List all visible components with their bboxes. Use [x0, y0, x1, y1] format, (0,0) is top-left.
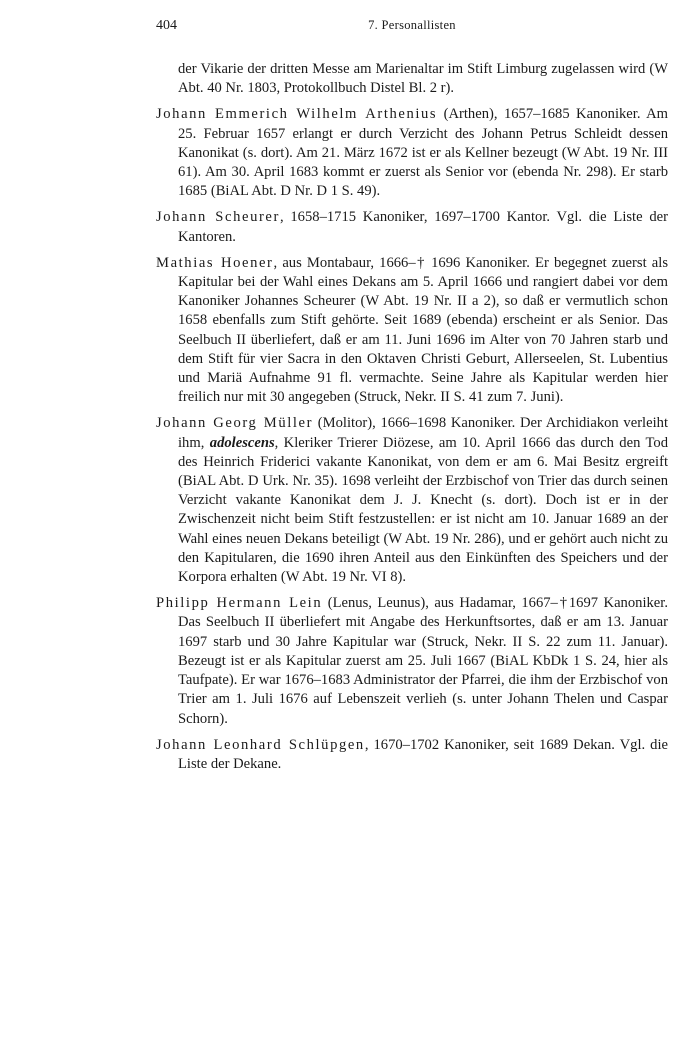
- entry-text: (Lenus, Leunus), aus Hadamar, 1667–†1697 Kanoniker. Das Seelbuch II überliefert mit Angabe des Herkunftsortes, daß er am 13. Januar 1697 starb und 30 Jahre Kapitular war (Struck, Nekr. II S. 22 zum 11. Januar). Bezeugt ist er als Kapitular zuerst am 25. Juli 1667 (BiAL KbDk 1 S. 24, hier als Taufpate). Er war 1676–1683 Administrator der Pfarrei, die ihm der Erzbischof von Trier am 1. Juli 1676 auf Lebenszeit verlieh (s. unter Johann Thelen und Caspar Schorn).: [178, 595, 668, 727]
- entry-text: , 1670–1702 Kanoniker, seit 1689 Dekan. Vgl. die Liste der Dekane.: [178, 736, 668, 772]
- body-text: [156, 60, 668, 781]
- person-name: Johann Emmerich Wilhelm Arthenius: [156, 106, 438, 123]
- person-name: Philipp Hermann Lein: [156, 595, 323, 612]
- page-header: [156, 18, 668, 38]
- person-name: Johann Leonhard Schlüpgen: [156, 736, 365, 753]
- entry-text-before: (Molitor), 1666–1698 Kanoniker. Der Archidiakon verleiht ihm,: [178, 415, 668, 451]
- page-number: 404: [156, 18, 177, 33]
- person-name: Mathias Hoener: [156, 254, 274, 271]
- person-name: Johann Georg Müller: [156, 415, 314, 432]
- entry-text: der Vikarie der dritten Messe am Marienaltar im Stift Limburg zugelassen wird (W Abt. 40 Nr. 1803, Protokollbuch Distel Bl. 2 r).: [178, 61, 668, 97]
- latin-term: adolescens: [209, 434, 275, 451]
- entry-continuation: [156, 60, 668, 98]
- entry-arthenius: [156, 105, 668, 201]
- entry-text: (Arthen), 1657–1685 Kanoniker. Am 25. Februar 1657 erlangt er durch Verzicht des Johann Petrus Schleidt dessen Kanonikat (s. dort). Am 21. März 1672 ist er als Kellner bezeugt (W Abt. 19 Nr. III 61). Am 30. April 1683 kommt er zuerst als Senior vor (ebenda Nr. 298). Er starb 1685 (BiAL Abt. D Nr. D 1 S. 49).: [178, 106, 668, 200]
- person-name: Johann Scheurer: [156, 209, 280, 226]
- entry-mueller: [156, 414, 668, 587]
- entry-text: , aus Montabaur, 1666–† 1696 Kanoniker. Er begegnet zuerst als Kapitular bei der Wahl eines Dekans am 5. April 1666 und rangiert dabei vor dem Kanoniker Johannes Scheurer (W Abt. 19 Nr. II a 2), so daß er vermutlich schon 1658 ebenfalls zum Stift gehörte. Seit 1689 (ebenda) erscheint er als Senior. Das Seelbuch II überliefert, daß er am 11. Juni 1696 im Alter von 70 Jahren starb und dem Stift für vier Sacra in den Oktaven Christi Geburt, Allerseelen, St. Lubentius und Mariä Aufnahme 91 fl. vermachte. Seine Jahre als Kapitular werden hier freilich nur mit 30 angegeben (Struck, Nekr. II S. 41 zum 7. Juni).: [178, 254, 668, 406]
- entry-text: , 1658–1715 Kanoniker, 1697–1700 Kantor. Vgl. die Liste der Kantoren.: [178, 209, 668, 245]
- running-head: 7. Personallisten: [368, 18, 456, 32]
- entry-hoener: [156, 254, 668, 408]
- entry-schluepgen: [156, 736, 668, 774]
- entry-lein: [156, 594, 668, 728]
- entry-scheurer: [156, 208, 668, 246]
- entry-text: , Kleriker Trierer Diözese, am 10. April 1666 das durch den Tod des Heinrich Friderici vakante Kanonikat, von dem er am 6. Mai Besitz ergreift (BiAL Abt. D Urk. Nr. 35). 1698 verleiht der Erzbischof von Trier das durch seinen Verzicht vakante Kanonikat dem J. J. Knecht (s. dort). Doch ist er in der Zwischenzeit nicht beim Stift festzustellen: er ist nicht am 10. Januar 1689 an der Wahl eines neuen Dekans beteiligt (W Abt. 19 Nr. 286), und er gehört auch nicht zu den Kapitularen, die 1690 ihren Anteil aus den Einkünften des Speichers und der Korpora erhalten (W Abt. 19 Nr. VI 8).: [178, 434, 669, 586]
